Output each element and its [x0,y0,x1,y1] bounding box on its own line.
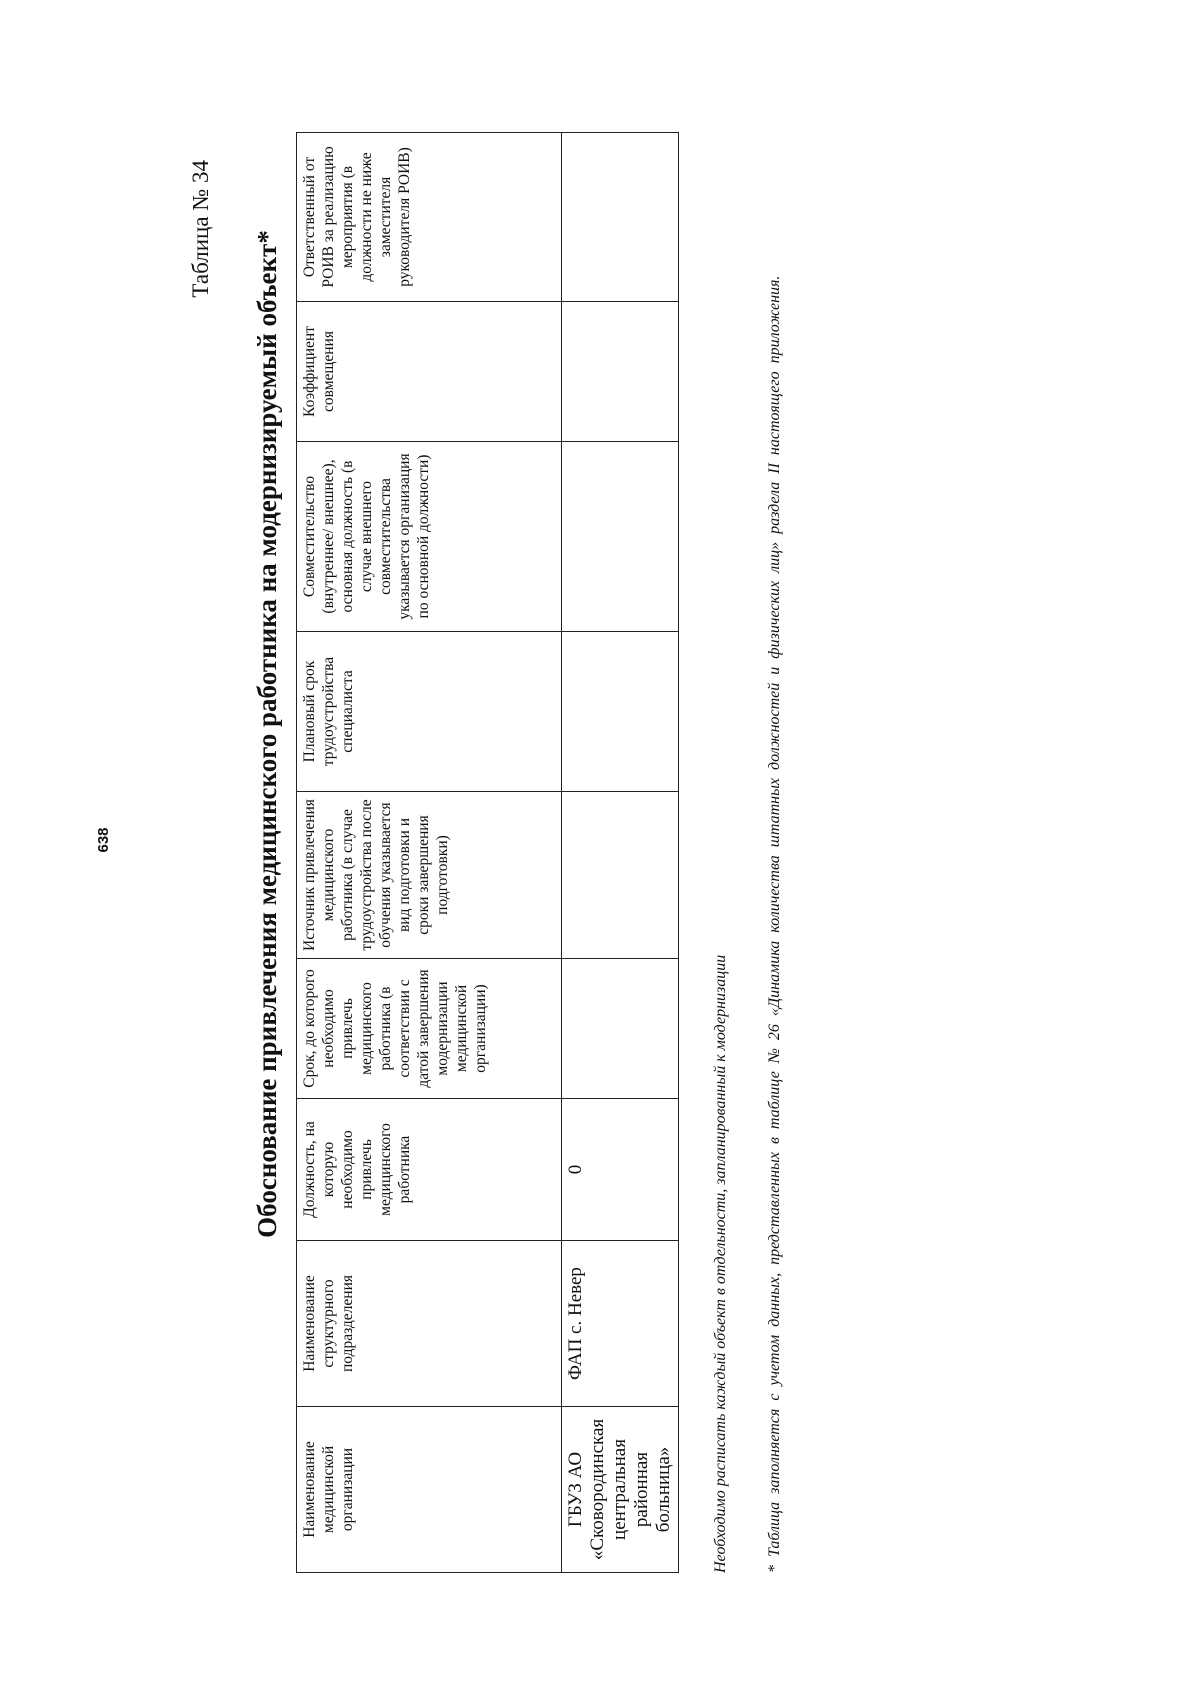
page-title: Обоснование привлечения медицинского работника на модернизируемый объект* [252,230,282,1238]
column-header: Наименование медицинской организации [297,1407,562,1573]
table-header-row [297,133,562,1573]
table-cell [562,632,679,792]
data-table [296,132,679,1573]
table-cell [562,302,679,442]
column-header: Источник привлечения медицинского работника (в случае трудоустройства после обучения указывается вид подготовки и сроки завершения подготовки) [297,792,562,959]
footnote-text: * Таблица заполняется с учетом данных, представленных в таблице № 26 «Динамика количества штатных должностей и физических лиц» раздела II настоящего приложения. [766,275,783,1573]
column-header: Наименование структурного подразделения [297,1241,562,1407]
column-header: Срок, до которого необходимо привлечь медицинского работника (в соответствии с датой завершения модернизации медицинской организации) [297,959,562,1099]
table-cell [562,133,679,302]
column-header: Коэффициент совмещения [297,302,562,442]
table-cell: ГБУЗ АО «Сковородинская центральная районная больница» [562,1407,679,1573]
table-cell: 0 [562,1099,679,1241]
table-cell [562,959,679,1099]
table-row [562,133,679,1573]
column-header: Ответственный от РОИВ за реализацию мероприятия (в должности не ниже заместителя руководителя РОИВ) [297,133,562,302]
table-cell [562,442,679,632]
note-text: Необходимо расписать каждый объект в отдельности, запланированный к модернизации [712,954,729,1573]
column-header: Совместительство (внутреннее/ внешнее), основная должность (в случае внешнего совместительства указывается организация по основной должности) [297,442,562,632]
page-number: 638 [95,827,112,853]
column-header: Должность, на которую необходимо привлечь медицинского работника [297,1099,562,1241]
table-cell: ФАП с. Невер [562,1241,679,1407]
table-caption: Таблица № 34 [188,160,213,298]
column-header: Плановый срок трудоустройства специалиста [297,632,562,792]
table-cell [562,792,679,959]
